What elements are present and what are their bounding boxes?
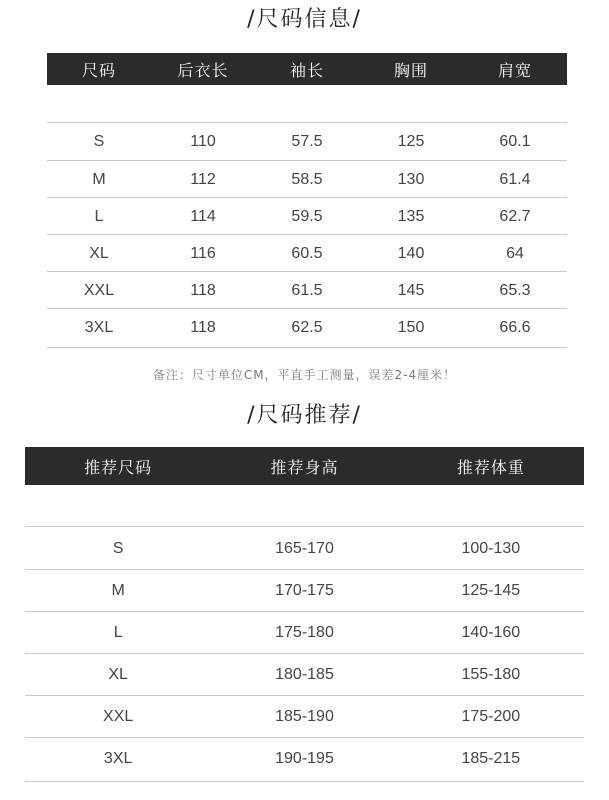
cell-weight: 140-160 xyxy=(461,624,521,641)
size-recommend-header xyxy=(25,447,584,485)
measurement-note: 备注：尺寸单位CM，平直手工测量，误差2-4厘米！ xyxy=(152,368,457,382)
cell-chest: 130 xyxy=(397,170,425,188)
table-divider xyxy=(25,781,584,782)
size-info-title: /尺码信息/ xyxy=(247,7,362,32)
cell-weight: 175-200 xyxy=(461,708,521,725)
cell-shoulder: 64 xyxy=(506,244,524,262)
cell-weight: 155-180 xyxy=(461,666,521,683)
cell-size: M xyxy=(92,170,106,188)
table-row xyxy=(25,528,584,570)
cell-sleeve-length: 59.5 xyxy=(291,207,323,225)
table-row xyxy=(47,161,567,198)
cell-size: S xyxy=(93,132,105,150)
cell-size: L xyxy=(94,207,104,225)
cell-chest: 150 xyxy=(397,318,425,336)
header-sleeve-length: 袖长 xyxy=(289,60,324,80)
cell-back-length: 114 xyxy=(190,207,216,225)
cell-size: S xyxy=(112,540,124,557)
cell-height: 165-170 xyxy=(275,540,334,557)
cell-size: M xyxy=(111,582,125,599)
table-row xyxy=(25,612,584,654)
header-recommended-size: 推荐尺码 xyxy=(84,457,153,477)
cell-sleeve-length: 57.5 xyxy=(291,132,323,150)
cell-chest: 135 xyxy=(397,207,425,225)
table-row xyxy=(25,570,584,612)
cell-size: XXL xyxy=(103,708,134,725)
cell-back-length: 118 xyxy=(190,281,216,299)
cell-shoulder: 66.6 xyxy=(499,318,531,336)
header-size: 尺码 xyxy=(81,60,116,80)
cell-height: 175-180 xyxy=(275,624,334,641)
cell-height: 180-185 xyxy=(275,666,334,683)
cell-shoulder: 65.3 xyxy=(499,281,531,299)
table-row xyxy=(47,123,567,160)
table-divider xyxy=(47,347,567,348)
table-row xyxy=(25,696,584,738)
table-row xyxy=(25,738,584,780)
cell-weight: 125-145 xyxy=(461,582,521,599)
cell-size: XL xyxy=(108,666,128,683)
cell-height: 190-195 xyxy=(275,750,334,767)
cell-chest: 125 xyxy=(397,132,425,150)
table-divider xyxy=(25,526,584,527)
cell-chest: 140 xyxy=(397,244,425,262)
cell-back-length: 110 xyxy=(190,132,216,150)
cell-shoulder: 61.4 xyxy=(499,170,531,188)
cell-back-length: 116 xyxy=(190,244,216,262)
cell-back-length: 118 xyxy=(190,318,216,336)
cell-size: 3XL xyxy=(103,750,133,767)
header-recommended-weight: 推荐体重 xyxy=(456,457,525,477)
size-recommend-title: /尺码推荐/ xyxy=(247,403,362,428)
cell-chest: 145 xyxy=(397,281,425,299)
cell-shoulder: 60.1 xyxy=(499,132,531,150)
cell-height: 170-175 xyxy=(275,582,334,599)
header-recommended-height: 推荐身高 xyxy=(270,457,339,477)
table-row xyxy=(47,309,567,346)
cell-size: 3XL xyxy=(84,318,114,336)
cell-sleeve-length: 58.5 xyxy=(291,170,323,188)
table-row xyxy=(47,235,567,272)
table-row xyxy=(47,198,567,235)
header-shoulder: 肩宽 xyxy=(497,60,532,80)
cell-weight: 100-130 xyxy=(461,540,521,557)
cell-sleeve-length: 60.5 xyxy=(291,244,323,262)
cell-weight: 185-215 xyxy=(461,750,521,767)
header-chest: 胸围 xyxy=(393,60,428,80)
cell-size: XXL xyxy=(83,281,115,299)
cell-back-length: 112 xyxy=(190,170,216,188)
cell-sleeve-length: 61.5 xyxy=(291,281,323,299)
size-info-header xyxy=(47,53,567,85)
cell-size: XL xyxy=(89,244,109,262)
cell-height: 185-190 xyxy=(275,708,334,725)
cell-size: L xyxy=(113,624,123,641)
cell-sleeve-length: 62.5 xyxy=(291,318,323,336)
table-row xyxy=(25,654,584,696)
header-back-length: 后衣长 xyxy=(177,60,229,80)
table-row xyxy=(47,272,567,309)
cell-shoulder: 62.7 xyxy=(499,207,531,225)
